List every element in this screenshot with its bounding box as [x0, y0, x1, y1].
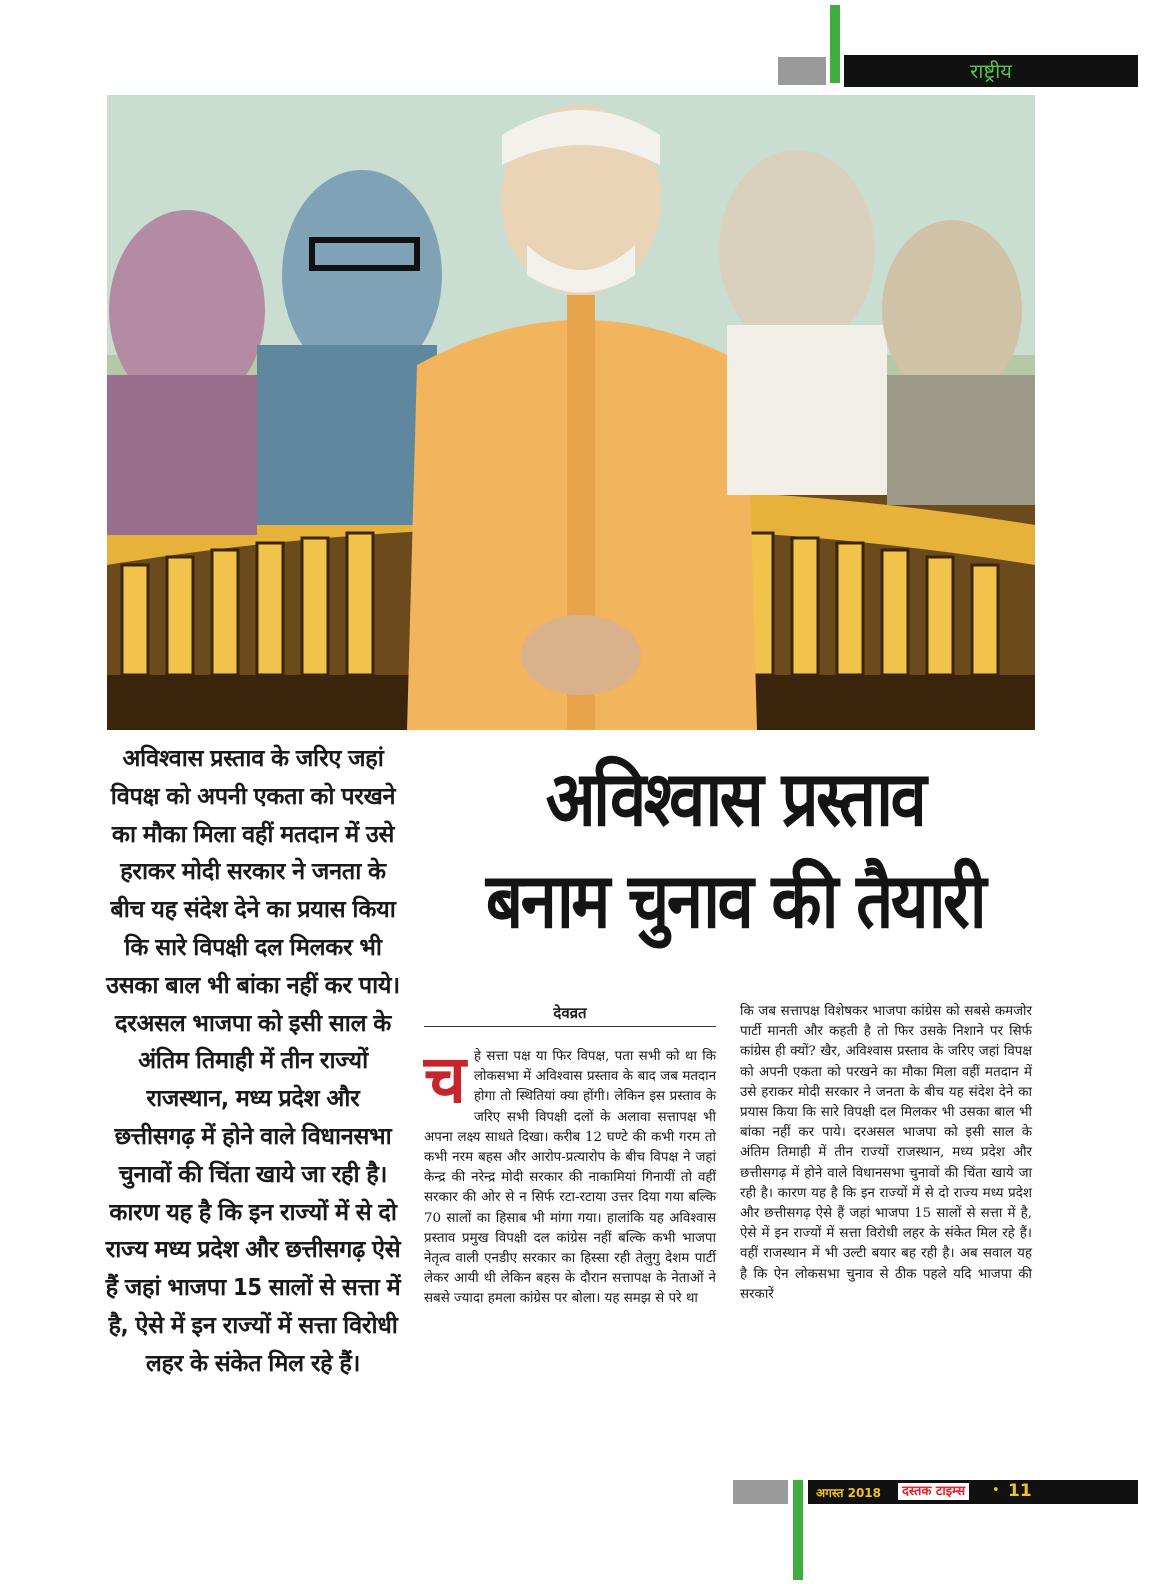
byline: देवव्रत [553, 1004, 587, 1022]
magazine-logo: दस्तक टाइम्स [898, 1483, 969, 1500]
byline-divider [424, 1026, 716, 1027]
footer-accent-bar [793, 1480, 803, 1580]
drop-cap: च [424, 1041, 466, 1118]
issue-date: अगस्त 2018 [816, 1486, 882, 1500]
page-number: 11 [1008, 1481, 1032, 1501]
headline-line-1: अविश्वास प्रस्ताव [545, 754, 925, 843]
hero-illustration [107, 95, 1035, 730]
section-label: राष्ट्रीय [970, 59, 1012, 83]
footer-grey-block [733, 1480, 788, 1504]
article-column-1 [424, 1041, 716, 1310]
pull-quote: अविश्वास प्रस्ताव के जरिए जहां विपक्ष को अपनी एकता को परखने का मौका मिला वहीं मतदान में उसे हराकर मोदी सरकार ने जनता के बीच यह संदेश देने का प्रयास किया कि सारे विपक्षी दल मिलकर भी उसका बाल भी बांका नहीं कर पाये। दरअसल भाजपा को इसी साल के अंतिम तिमाही में तीन राज्यों राजस्थान, मध्य प्रदेश और छत्तीसगढ़ में होने वाले विधानसभा चुनावों की चिंता खाये जा रही है। कारण यह है कि इन राज्यों में से दो राज्य मध्य प्रदेश और छत्तीसगढ़ ऐसे हैं जहां भाजपा 15 सालों से सत्ता में है, ऐसे में इन राज्यों में सत्ता विरोधी लहर के संकेत मिल रहे हैं। [105, 744, 401, 1377]
footer-bar [808, 1480, 1138, 1504]
column-1-text: हे सत्ता पक्ष या फिर विपक्ष, पता सभी को था कि लोकसभा में अविश्वास प्रस्ताव के बाद जब मतदान होगा तो स्थितियां क्या होंगी। लेकिन इस प्रस्ताव के जरिए सभी विपक्षी दलों के अलावा सत्तापक्ष भी अपना लक्ष्य साधते दिखा। करीब 12 घण्टे की कभी गरम तो कभी नरम बहस और आरोप-प्रत्यारोप के बीच विपक्ष ने जहां केन्द्र की नरेन्द्र मोदी सरकार की नाकामियां गिनायीं तो वहीं सरकार की ओर से न सिर्फ रटा-रटाया उत्तर दिया गया बल्कि 70 सालों का हिसाब भी मांगा गया। हालांकि यह अविश्वास प्रस्ताव प्रमुख विपक्षी दल कांग्रेस नहीं बल्कि कभी भाजपा नेतृत्व वाली एनडीए सरकार का हिस्सा रही तेलुगु देशम पार्टी लेकर आयी थी लेकिन बहस के दौरान सत्तापक्ष के नेताओं ने सबसे ज्यादा हमला कांग्रेस पर बोला। यह समझ से परे था [424, 1049, 716, 1307]
header-accent-bar [830, 5, 840, 83]
headline-line-2: बनाम चुनाव की तैयारी [485, 856, 985, 945]
header-grey-block [778, 57, 826, 85]
hero-image [107, 95, 1035, 730]
article-headline [420, 748, 1050, 952]
footer-bullet: • [992, 1483, 1000, 1498]
section-tab [844, 55, 1138, 87]
article-column-2: कि जब सत्तापक्ष विशेषकर भाजपा कांग्रेस को सबसे कमजोर पार्टी मानती और कहती है तो फिर उसके निशाने पर सिर्फ कांग्रेस ही क्यों? खैर, अविश्वास प्रस्ताव के जरिए जहां विपक्ष को अपनी एकता को परखने का मौका मिला वहीं मतदान में उसे हराकर मोदी सरकार ने जनता के बीच यह संदेश देने का प्रयास किया कि सारे विपक्षी दल मिलकर भी उसका बाल भी बांका नहीं कर पाये। दरअसल भाजपा को इसी साल के अंतिम तिमाही में तीन राज्यों राजस्थान, मध्य प्रदेश और छत्तीसगढ़ में होने वाले विधानसभा चुनावों की चिंता खाये जा रही है। कारण यह है कि इन राज्यों में से दो राज्य मध्य प्रदेश और छत्तीसगढ़ ऐसे हैं जहां भाजपा 15 सालों से सत्ता में है, ऐसे में इन राज्यों में सत्ता विरोधी लहर के संकेत मिल रहे हैं। वहीं राजस्थान में भी उल्टी बयार बह रही है। अब सवाल यह है कि ऐन लोकसभा चुनाव से ठीक पहले यदि भाजपा की सरकारें [740, 1004, 1032, 1302]
